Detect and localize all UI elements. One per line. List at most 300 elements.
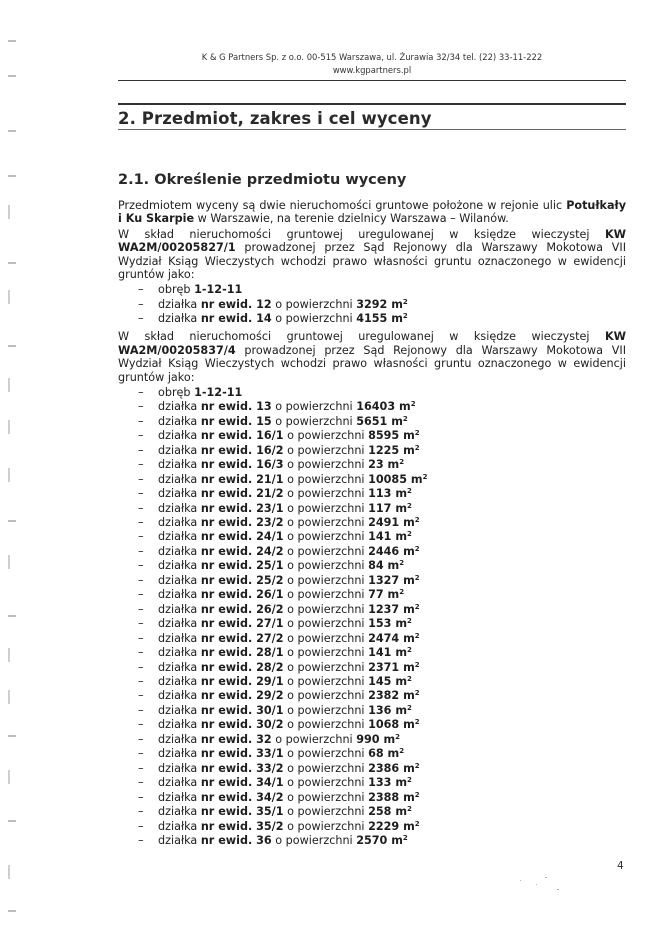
area-unit: m bbox=[391, 487, 407, 501]
parcel-item bbox=[118, 805, 626, 819]
area-unit-exponent: 2 bbox=[414, 631, 420, 640]
list-dash: – bbox=[138, 573, 144, 587]
plot-number: 28/2 bbox=[256, 660, 284, 674]
area-unit: m bbox=[399, 573, 415, 587]
area-value: 10085 bbox=[368, 472, 407, 486]
plot-number: 32 bbox=[256, 732, 272, 746]
area-text: o powierzchni bbox=[283, 718, 369, 732]
plot-prefix: działka bbox=[158, 472, 201, 486]
plot-number-label: nr ewid. bbox=[200, 443, 257, 457]
obreb-item bbox=[118, 283, 626, 297]
list-dash: – bbox=[138, 501, 144, 515]
list-dash: – bbox=[138, 718, 144, 732]
plot-number: 15 bbox=[256, 414, 272, 428]
list-dash: – bbox=[138, 834, 144, 847]
plot-number: 33/2 bbox=[256, 761, 284, 775]
page-number: 4 bbox=[617, 860, 624, 872]
plot-prefix: działka bbox=[158, 747, 201, 761]
area-value: 117 bbox=[368, 501, 392, 515]
list-dash: – bbox=[138, 414, 144, 428]
area-value: 2388 bbox=[368, 790, 400, 804]
kw2-paragraph bbox=[118, 330, 626, 384]
area-text: o powierzchni bbox=[283, 675, 369, 689]
list-dash: – bbox=[138, 660, 144, 674]
plot-prefix: działka bbox=[158, 732, 201, 746]
area-unit-exponent: 2 bbox=[414, 544, 420, 553]
plot-prefix: działka bbox=[158, 675, 201, 689]
plot-number: 16/1 bbox=[256, 429, 284, 443]
parcel-item bbox=[118, 298, 626, 312]
area-unit-exponent: 2 bbox=[402, 297, 408, 306]
plot-number: 26/2 bbox=[256, 602, 284, 616]
kw1-parcel-list bbox=[118, 283, 626, 326]
area-unit-exponent: 2 bbox=[407, 703, 412, 712]
area-text: o powierzchni bbox=[283, 747, 369, 761]
parcel-item bbox=[118, 646, 626, 660]
area-value: 84 bbox=[368, 559, 384, 573]
list-dash: – bbox=[138, 602, 144, 616]
plot-number-label: nr ewid. bbox=[200, 458, 257, 472]
parcel-item bbox=[118, 820, 626, 834]
area-value: 133 bbox=[368, 776, 392, 790]
plot-number-label: nr ewid. bbox=[200, 501, 257, 515]
list-dash: – bbox=[138, 297, 144, 311]
parcel-item bbox=[118, 776, 626, 790]
plot-number-label: nr ewid. bbox=[200, 747, 257, 761]
list-dash: – bbox=[138, 761, 144, 775]
area-unit: m bbox=[399, 602, 415, 616]
plot-number-label: nr ewid. bbox=[200, 631, 257, 645]
kw1-number: KW WA2M/00205827/1 bbox=[118, 227, 626, 255]
plot-number: 16/3 bbox=[256, 458, 284, 472]
kw1-paragraph bbox=[118, 228, 626, 282]
area-unit: m bbox=[391, 617, 407, 631]
plot-prefix: działka bbox=[158, 631, 201, 645]
plot-number-label: nr ewid. bbox=[200, 805, 257, 819]
area-text: o powierzchni bbox=[283, 805, 369, 819]
plot-number-label: nr ewid. bbox=[200, 617, 257, 631]
plot-number-label: nr ewid. bbox=[200, 689, 257, 703]
intro-paragraph bbox=[118, 199, 626, 226]
plot-number: 30/1 bbox=[256, 703, 284, 717]
page-header bbox=[118, 51, 626, 77]
plot-number-label: nr ewid. bbox=[200, 559, 257, 573]
area-text: o powierzchni bbox=[283, 443, 369, 457]
area-unit-exponent: 2 bbox=[399, 747, 405, 756]
area-unit: m bbox=[387, 312, 403, 326]
area-text: o powierzchni bbox=[283, 790, 369, 804]
parcel-item bbox=[118, 530, 626, 544]
list-dash: – bbox=[138, 805, 144, 819]
parcel-item bbox=[118, 661, 626, 675]
area-unit-exponent: 2 bbox=[414, 516, 420, 525]
list-dash: – bbox=[138, 487, 144, 501]
plot-prefix: działka bbox=[158, 761, 201, 775]
plot-prefix: działka bbox=[158, 703, 201, 717]
area-text: o powierzchni bbox=[283, 761, 369, 775]
area-unit: m bbox=[399, 544, 415, 558]
parcel-item bbox=[118, 545, 626, 559]
list-dash: – bbox=[138, 732, 144, 746]
list-dash: – bbox=[138, 385, 144, 399]
area-text: o powierzchni bbox=[283, 776, 369, 790]
list-dash: – bbox=[138, 703, 144, 717]
plot-number: 35/2 bbox=[256, 819, 284, 833]
area-unit-exponent: 2 bbox=[402, 312, 408, 321]
area-unit-exponent: 2 bbox=[410, 400, 416, 409]
area-unit: m bbox=[399, 660, 415, 674]
list-dash: – bbox=[138, 675, 144, 689]
area-unit-exponent: 2 bbox=[407, 501, 412, 510]
area-value: 3292 bbox=[356, 297, 388, 311]
plot-number: 23/1 bbox=[256, 501, 284, 515]
area-text: o powierzchni bbox=[283, 429, 369, 443]
plot-prefix: działka bbox=[158, 689, 201, 703]
area-value: 4155 bbox=[356, 312, 388, 326]
area-text: o powierzchni bbox=[271, 297, 357, 311]
area-value: 153 bbox=[368, 617, 392, 631]
plot-prefix: działka bbox=[158, 443, 201, 457]
area-unit-exponent: 2 bbox=[402, 834, 408, 842]
plot-number: 27/1 bbox=[256, 617, 284, 631]
plot-number-label: nr ewid. bbox=[200, 703, 257, 717]
parcel-item bbox=[118, 762, 626, 776]
area-unit-exponent: 2 bbox=[407, 675, 412, 684]
plot-number-label: nr ewid. bbox=[200, 718, 257, 732]
area-unit: m bbox=[391, 675, 407, 689]
area-unit-exponent: 2 bbox=[407, 530, 412, 539]
plot-number-label: nr ewid. bbox=[200, 487, 257, 501]
area-value: 145 bbox=[368, 675, 392, 689]
parcel-item bbox=[118, 689, 626, 703]
parcel-item bbox=[118, 559, 626, 573]
area-unit: m bbox=[387, 414, 403, 428]
plot-number: 34/2 bbox=[256, 790, 284, 804]
plot-prefix: działka bbox=[158, 776, 201, 790]
area-unit-exponent: 2 bbox=[414, 660, 420, 669]
parcel-item bbox=[118, 415, 626, 429]
kw1-text-end: prowadzonej przez Sąd Rejonowy dla Warszawy Mokotowa VII Wydział Ksiąg Wieczystych wchodzi prawo własności gruntu oznaczonego w ewidencji gruntów jako: bbox=[118, 241, 626, 282]
plot-prefix: działka bbox=[158, 660, 201, 674]
parcel-item bbox=[118, 516, 626, 530]
area-value: 2491 bbox=[368, 516, 400, 530]
area-unit-exponent: 2 bbox=[414, 443, 420, 452]
plot-prefix: działka bbox=[158, 501, 201, 515]
document-body bbox=[118, 199, 626, 852]
area-unit-exponent: 2 bbox=[422, 472, 428, 481]
list-dash: – bbox=[138, 283, 144, 297]
list-dash: – bbox=[138, 472, 144, 486]
area-value: 2229 bbox=[368, 819, 400, 833]
area-value: 8595 bbox=[368, 429, 400, 443]
kw2-parcel-list bbox=[118, 386, 626, 849]
area-value: 2446 bbox=[368, 544, 400, 558]
area-unit: m bbox=[391, 776, 407, 790]
area-unit-exponent: 2 bbox=[399, 458, 405, 467]
kw2-text: W skład nieruchomości gruntowej uregulowanej w księdze wieczystej bbox=[118, 330, 605, 344]
parcel-item bbox=[118, 617, 626, 631]
list-dash: – bbox=[138, 429, 144, 443]
plot-prefix: działka bbox=[158, 458, 201, 472]
list-dash: – bbox=[138, 689, 144, 703]
list-dash: – bbox=[138, 516, 144, 530]
website-link[interactable]: www.kgpartners.pl bbox=[332, 65, 412, 75]
subsection-title: 2.1. Określenie przedmiotu wyceny bbox=[118, 172, 407, 188]
area-value: 141 bbox=[368, 530, 392, 544]
plot-prefix: działka bbox=[158, 559, 201, 573]
area-unit-exponent: 2 bbox=[414, 573, 420, 582]
area-unit: m bbox=[387, 834, 403, 847]
area-unit: m bbox=[395, 400, 411, 414]
plot-number: 35/1 bbox=[256, 805, 284, 819]
list-dash: – bbox=[138, 530, 144, 544]
plot-number: 21/1 bbox=[256, 472, 284, 486]
plot-number: 29/2 bbox=[256, 689, 284, 703]
plot-prefix: działka bbox=[158, 544, 201, 558]
kw2-text-end: prowadzonej przez Sąd Rejonowy dla Warszawy Mokotowa VII Wydział Ksiąg Wieczystych wchodzi prawo własności gruntu oznaczonego w ewidencji gruntów jako: bbox=[118, 343, 626, 384]
list-dash: – bbox=[138, 458, 144, 472]
plot-number-label: nr ewid. bbox=[200, 660, 257, 674]
plot-prefix: działka bbox=[158, 646, 201, 660]
plot-number-label: nr ewid. bbox=[200, 312, 257, 326]
area-text: o powierzchni bbox=[283, 472, 369, 486]
plot-prefix: działka bbox=[158, 530, 201, 544]
plot-number: 27/2 bbox=[256, 631, 284, 645]
parcel-item bbox=[118, 588, 626, 602]
intro-text-end: w Warszawie, na terenie dzielnicy Warszawa – Wilanów. bbox=[194, 212, 509, 226]
area-unit-exponent: 2 bbox=[399, 559, 405, 568]
area-text: o powierzchni bbox=[283, 602, 369, 616]
plot-number-label: nr ewid. bbox=[200, 675, 257, 689]
plot-number: 25/2 bbox=[256, 573, 284, 587]
plot-number: 23/2 bbox=[256, 516, 284, 530]
area-text: o powierzchni bbox=[283, 703, 369, 717]
area-value: 5651 bbox=[356, 414, 388, 428]
area-value: 2570 bbox=[356, 834, 388, 847]
area-value: 141 bbox=[368, 646, 392, 660]
area-text: o powierzchni bbox=[271, 834, 357, 847]
area-text: o powierzchni bbox=[271, 400, 357, 414]
list-dash: – bbox=[138, 790, 144, 804]
list-dash: – bbox=[138, 646, 144, 660]
area-value: 2386 bbox=[368, 761, 400, 775]
area-unit: m bbox=[383, 458, 400, 472]
area-unit-exponent: 2 bbox=[414, 602, 420, 611]
plot-number: 28/1 bbox=[256, 646, 284, 660]
plot-number-label: nr ewid. bbox=[200, 516, 257, 530]
area-value: 16403 bbox=[356, 400, 396, 414]
area-text: o powierzchni bbox=[283, 646, 369, 660]
parcel-item bbox=[118, 675, 626, 689]
parcel-item bbox=[118, 733, 626, 747]
plot-number-label: nr ewid. bbox=[200, 530, 257, 544]
area-unit: m bbox=[399, 429, 415, 443]
area-value: 68 bbox=[368, 747, 384, 761]
plot-prefix: działka bbox=[158, 834, 201, 847]
area-value: 2371 bbox=[368, 660, 400, 674]
area-text: o powierzchni bbox=[283, 689, 369, 703]
plot-number: 13 bbox=[256, 400, 272, 414]
area-unit-exponent: 2 bbox=[407, 776, 412, 785]
area-text: o powierzchni bbox=[283, 544, 369, 558]
parcel-item bbox=[118, 747, 626, 761]
area-unit-exponent: 2 bbox=[414, 761, 420, 770]
area-unit-exponent: 2 bbox=[407, 805, 412, 814]
area-text: o powierzchni bbox=[271, 312, 357, 326]
area-text: o powierzchni bbox=[283, 559, 369, 573]
area-unit-exponent: 2 bbox=[395, 732, 400, 741]
area-unit-exponent: 2 bbox=[407, 617, 412, 626]
list-dash: – bbox=[138, 312, 144, 326]
area-text: o powierzchni bbox=[283, 660, 369, 674]
area-value: 1327 bbox=[368, 573, 400, 587]
plot-prefix: działka bbox=[158, 617, 201, 631]
plot-number-label: nr ewid. bbox=[200, 400, 257, 414]
plot-number: 25/1 bbox=[256, 559, 284, 573]
list-dash: – bbox=[138, 776, 144, 790]
plot-number-label: nr ewid. bbox=[200, 414, 257, 428]
list-dash: – bbox=[138, 819, 144, 833]
parcel-item bbox=[118, 603, 626, 617]
area-unit: m bbox=[399, 761, 415, 775]
plot-number: 26/1 bbox=[256, 588, 284, 602]
obreb-number: 1-12-11 bbox=[194, 385, 243, 399]
area-unit-exponent: 2 bbox=[414, 429, 420, 438]
area-unit: m bbox=[399, 689, 415, 703]
parcel-item bbox=[118, 444, 626, 458]
area-unit: m bbox=[407, 472, 423, 486]
plot-number: 34/1 bbox=[256, 776, 284, 790]
plot-number-label: nr ewid. bbox=[200, 790, 257, 804]
plot-prefix: działka bbox=[158, 414, 201, 428]
plot-number: 30/2 bbox=[256, 718, 284, 732]
area-unit-exponent: 2 bbox=[399, 588, 405, 597]
area-value: 2382 bbox=[368, 689, 400, 703]
section-title: 2. Przedmiot, zakres i cel wyceny bbox=[118, 109, 432, 128]
parcel-item bbox=[118, 632, 626, 646]
parcel-item bbox=[118, 312, 626, 326]
area-value: 990 bbox=[356, 732, 380, 746]
area-unit: m bbox=[399, 516, 415, 530]
plot-number: 24/2 bbox=[256, 544, 284, 558]
plot-number-label: nr ewid. bbox=[200, 834, 257, 847]
area-text: o powierzchni bbox=[283, 487, 369, 501]
area-text: o powierzchni bbox=[283, 631, 369, 645]
list-dash: – bbox=[138, 617, 144, 631]
area-value: 258 bbox=[368, 805, 392, 819]
intro-text: Przedmiotem wyceny są dwie nieruchomości gruntowe położone w rejonie ulic bbox=[118, 199, 567, 212]
area-unit: m bbox=[383, 747, 400, 761]
parcel-item bbox=[118, 502, 626, 516]
area-value: 77 bbox=[368, 588, 384, 602]
area-unit: m bbox=[399, 790, 415, 804]
area-value: 23 bbox=[368, 458, 384, 472]
parcel-item bbox=[118, 400, 626, 414]
list-dash: – bbox=[138, 559, 144, 573]
parcel-item bbox=[118, 574, 626, 588]
plot-number: 24/1 bbox=[256, 530, 284, 544]
plot-number: 33/1 bbox=[256, 747, 284, 761]
area-text: o powierzchni bbox=[283, 617, 369, 631]
plot-number-label: nr ewid. bbox=[200, 544, 257, 558]
area-text: o powierzchni bbox=[283, 530, 369, 544]
area-value: 2474 bbox=[368, 631, 400, 645]
parcel-item bbox=[118, 458, 626, 472]
plot-number-label: nr ewid. bbox=[200, 573, 257, 587]
kw2-number: KW WA2M/00205837/4 bbox=[118, 330, 626, 357]
area-text: o powierzchni bbox=[283, 516, 369, 530]
plot-prefix: działka bbox=[158, 487, 201, 501]
plot-prefix: działka bbox=[158, 400, 201, 414]
plot-number-label: nr ewid. bbox=[200, 732, 257, 746]
list-dash: – bbox=[138, 588, 144, 602]
plot-prefix: działka bbox=[158, 805, 201, 819]
plot-number-label: nr ewid. bbox=[200, 588, 257, 602]
area-unit: m bbox=[399, 718, 415, 732]
header-rule bbox=[118, 80, 626, 81]
title-rule-bottom bbox=[118, 129, 626, 130]
area-text: o powierzchni bbox=[271, 414, 357, 428]
plot-prefix: działka bbox=[158, 602, 201, 616]
plot-prefix: działka bbox=[158, 297, 201, 311]
plot-number: 21/2 bbox=[256, 487, 284, 501]
parcel-item bbox=[118, 834, 626, 848]
area-value: 136 bbox=[368, 703, 392, 717]
plot-prefix: działka bbox=[158, 516, 201, 530]
kw1-text: W skład nieruchomości gruntowej uregulowanej w księdze wieczystej bbox=[118, 227, 605, 241]
area-value: 113 bbox=[368, 487, 392, 501]
parcel-item bbox=[118, 473, 626, 487]
plot-number: 14 bbox=[256, 312, 272, 326]
plot-number-label: nr ewid. bbox=[200, 472, 257, 486]
plot-number-label: nr ewid. bbox=[200, 429, 257, 443]
area-unit-exponent: 2 bbox=[414, 819, 420, 828]
area-unit-exponent: 2 bbox=[414, 689, 420, 698]
area-unit-exponent: 2 bbox=[407, 487, 412, 496]
list-dash: – bbox=[138, 544, 144, 558]
plot-number: 36 bbox=[256, 834, 272, 847]
plot-prefix: działka bbox=[158, 573, 201, 587]
area-value: 1068 bbox=[368, 718, 400, 732]
area-text: o powierzchni bbox=[283, 573, 369, 587]
area-text: o powierzchni bbox=[271, 732, 357, 746]
area-value: 1237 bbox=[368, 602, 400, 616]
list-dash: – bbox=[138, 631, 144, 645]
area-unit-exponent: 2 bbox=[414, 790, 420, 799]
area-text: o powierzchni bbox=[283, 458, 369, 472]
plot-number: 12 bbox=[256, 297, 272, 311]
obreb-item bbox=[118, 386, 626, 400]
obreb-label: obręb bbox=[158, 385, 195, 399]
area-text: o powierzchni bbox=[283, 819, 369, 833]
parcel-item bbox=[118, 704, 626, 718]
plot-number-label: nr ewid. bbox=[200, 297, 257, 311]
plot-number: 29/1 bbox=[256, 675, 284, 689]
area-unit-exponent: 2 bbox=[402, 414, 408, 423]
plot-number-label: nr ewid. bbox=[200, 776, 257, 790]
area-unit: m bbox=[391, 530, 407, 544]
area-unit: m bbox=[399, 819, 415, 833]
parcel-item bbox=[118, 791, 626, 805]
plot-prefix: działka bbox=[158, 429, 201, 443]
plot-number-label: nr ewid. bbox=[200, 761, 257, 775]
title-rule-top bbox=[118, 103, 626, 105]
area-unit: m bbox=[391, 703, 407, 717]
area-text: o powierzchni bbox=[283, 588, 369, 602]
area-unit: m bbox=[399, 443, 415, 457]
parcel-item bbox=[118, 487, 626, 501]
list-dash: – bbox=[138, 400, 144, 414]
